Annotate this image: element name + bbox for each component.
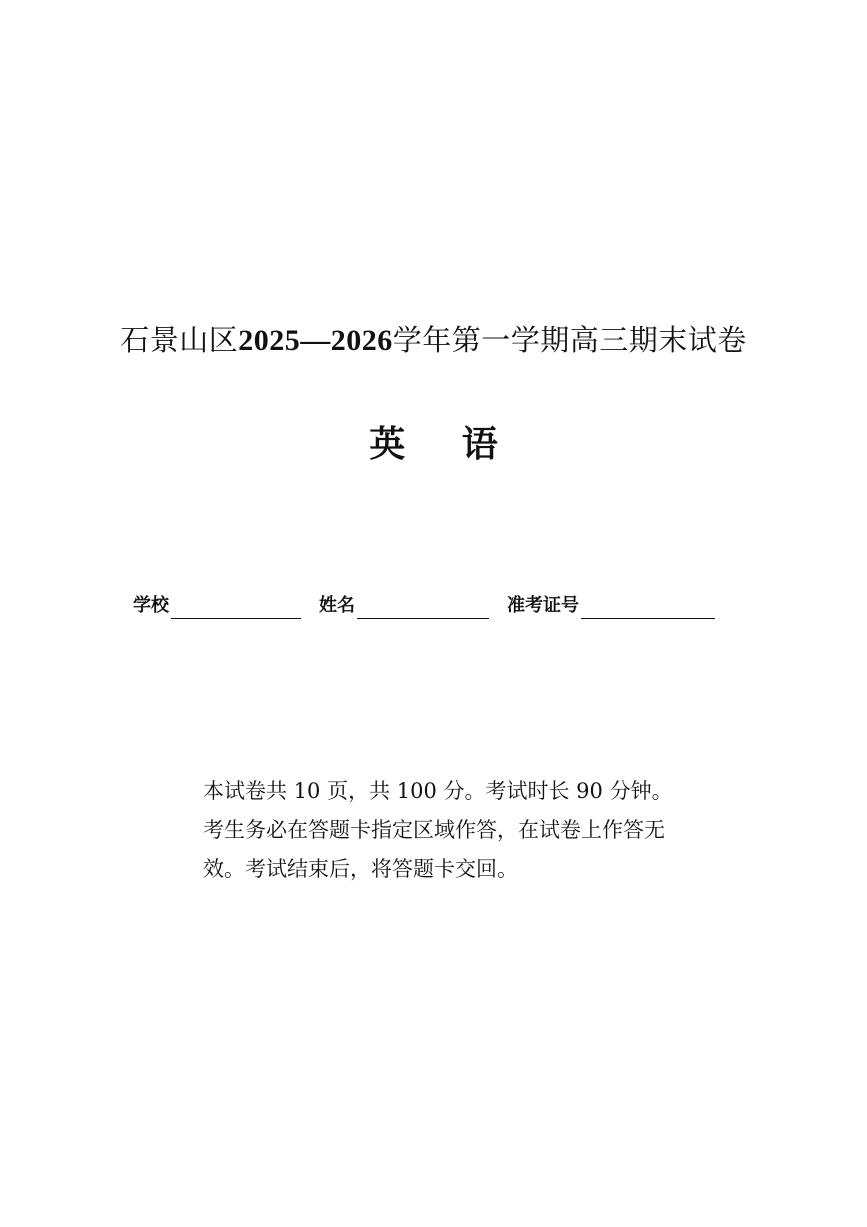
student-info-row: [133, 589, 715, 619]
name-blank-line[interactable]: [357, 596, 489, 619]
exam-title: [0, 318, 867, 359]
exam-title-district: 石景山区: [120, 323, 239, 357]
exam-title-year: 2025—2026: [238, 324, 393, 357]
exam-instructions: [203, 772, 703, 889]
exam-number-blank-line[interactable]: [581, 596, 715, 619]
school-field[interactable]: [133, 593, 301, 619]
subject-heading: 英 语: [369, 424, 520, 465]
school-label: 学校: [133, 595, 169, 616]
exam-title-term: 学年第一学期高三期末试卷: [392, 323, 747, 357]
name-field[interactable]: [319, 593, 489, 619]
exam-number-field[interactable]: [507, 593, 715, 619]
name-label: 姓名: [319, 595, 355, 616]
instruction-line-2: 考生务必在答题卡指定区域作答，在试卷上作答无: [203, 818, 665, 842]
instruction-line-1: 本试卷共 10 页，共 100 分。考试时长 90 分钟。: [203, 779, 673, 803]
instruction-line-3: 效。考试结束后，将答题卡交回。: [203, 857, 518, 881]
exam-number-label: 准考证号: [507, 595, 579, 616]
school-blank-line[interactable]: [171, 596, 301, 619]
